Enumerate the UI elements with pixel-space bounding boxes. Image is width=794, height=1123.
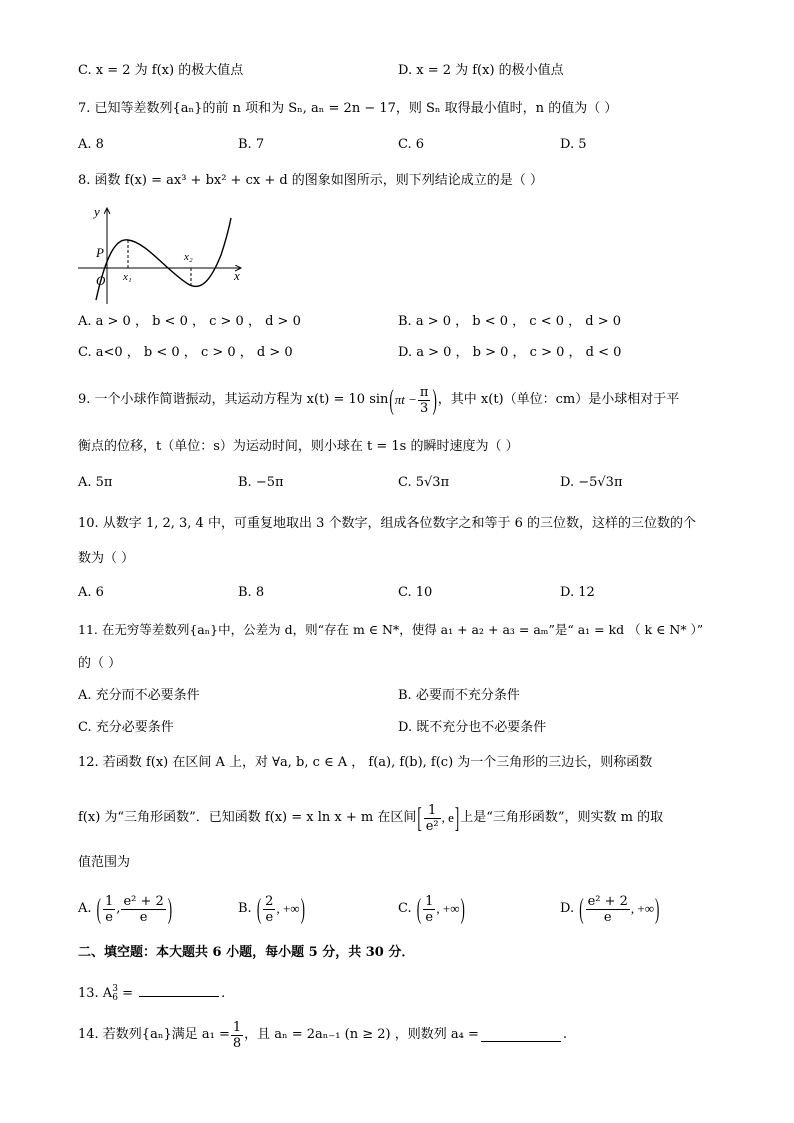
q13-post: = — [117, 986, 138, 1001]
q11-option-b: B. 必要而不充分条件 — [398, 688, 520, 703]
q8-option-b: B. a > 0 ， b < 0 ， c < 0 ， d > 0 — [398, 314, 621, 329]
q11-stem-line2: 的（ ） — [78, 656, 122, 671]
q12-bracket-left: [ — [417, 800, 422, 834]
q12-option-a: A. ( $\frac{1}{e}$ , $\frac{\text{e² + 2}}{e}$ ) — [78, 888, 173, 930]
q8-option-d: D. a > 0 ， b > 0 ， c > 0 ， d < 0 — [398, 345, 622, 360]
q12-a-frac1 — [103, 894, 115, 925]
q13-sup: 3 — [112, 983, 118, 994]
q12-b-label: B. — [238, 901, 252, 916]
x1-label: x₁ — [123, 271, 132, 283]
q9-paren-right: ) — [432, 382, 437, 416]
q12-c-num: 1 — [425, 893, 434, 909]
q9-paren-left: ( — [389, 382, 394, 416]
q10-option-b: B. 8 — [238, 585, 265, 600]
x-axis-label: x — [234, 268, 240, 283]
q8-cubic-graph — [76, 200, 256, 310]
q13-answer-blank[interactable] — [139, 984, 219, 997]
q9-arg-num: π — [419, 384, 429, 400]
q12-c-tail: , +∞ — [436, 901, 460, 916]
q9-option-a: A. 5π — [78, 475, 113, 490]
q12-b-frac — [263, 894, 275, 925]
q7-option-a: A. 8 — [78, 137, 104, 152]
q12-c-den: e — [425, 909, 434, 925]
x2-label: x₂ — [184, 251, 193, 263]
q12-bracket-right: ] — [454, 800, 460, 834]
q9-pre: 9. 一个小球作简谐振动，其运动方程为 x(t) = 10 sin — [78, 392, 389, 407]
q6-option-d: D. x = 2 为 f(x) 的极小值点 — [398, 63, 564, 78]
q12-d-num: e² + 2 — [587, 893, 628, 909]
q12-a-num2: e² + 2 — [123, 893, 164, 909]
q12-stem-line3: 值范围为 — [78, 855, 131, 870]
q13-sub: 6 — [112, 992, 118, 1003]
origin-label: O — [96, 273, 106, 288]
q12-line2-post: 上是“三角形函数”，则实数 m 的取 — [460, 810, 664, 825]
q9-arg-left: πt − — [394, 392, 417, 407]
q10-option-a: A. 6 — [78, 585, 104, 600]
q10-option-d: D. 12 — [560, 585, 595, 600]
q14-pre: 14. 若数列{aₙ}满足 a₁ = — [78, 1027, 230, 1042]
q12-c-frac — [423, 894, 435, 925]
q7-option-c: C. 6 — [398, 137, 425, 152]
q12-b-paren-left: ( — [256, 891, 262, 925]
q14-num: 1 — [232, 1019, 242, 1035]
q12-interval-den: e² — [425, 818, 439, 834]
q12-stem-line1: 12. 若函数 f(x) 在区间 A 上，对 ∀a, b, c ∈ A ， f(a), f(b), f(c) 为一个三角形的三边长，则称函数 — [78, 755, 653, 770]
cubic-curve — [96, 218, 231, 300]
q12-interval-fraction — [424, 803, 441, 834]
q9-arg-fraction — [418, 385, 431, 416]
y-axis-label: y — [94, 204, 100, 219]
q12-a-den2: e — [139, 909, 148, 925]
q12-b-num: 2 — [265, 893, 274, 909]
q9-stem-line1 — [78, 380, 679, 420]
q7-stem: 7. 已知等差数列{aₙ}的前 n 项和为 Sₙ, aₙ = 2n − 17，则 Sₙ 取得最小值时，n 的值为（ ） — [78, 101, 618, 116]
q7-option-b: B. 7 — [238, 137, 265, 152]
q14-answer-blank[interactable] — [481, 1029, 561, 1042]
q13-pre: 13. A — [78, 986, 113, 1001]
q10-option-c: C. 10 — [398, 585, 433, 600]
q12-b-tail: , +∞ — [276, 901, 300, 916]
q14-stem — [78, 1016, 567, 1054]
q12-d-tail: , +∞ — [630, 901, 655, 916]
q12-option-c — [398, 888, 466, 930]
q12-stem-line2 — [78, 798, 663, 838]
q8-option-a: A. a > 0 ， b < 0 ， c > 0 ， d > 0 — [78, 314, 301, 329]
q12-a-paren-left: ( — [96, 891, 102, 925]
q12-d-den: e — [603, 909, 612, 925]
q12-c-paren-left: ( — [416, 891, 422, 925]
section-2-heading: 二、填空题：本大题共 6 小题，每小题 5 分，共 30 分． — [78, 945, 415, 960]
q9-stem-line2: 衡点的位移，t（单位：s）为运动时间，则小球在 t = 1s 的瞬时速度为（ ） — [78, 439, 519, 454]
q11-option-c: C. 充分必要条件 — [78, 720, 174, 735]
q10-stem-line2: 数为（ ） — [78, 551, 135, 566]
q9-option-b: B. −5π — [238, 475, 284, 490]
q13-stem — [78, 984, 225, 1003]
q6-option-c: C. x = 2 为 f(x) 的极大值点 — [78, 63, 244, 78]
q9-post: ，其中 x(t)（单位：cm）是小球相对于平 — [437, 392, 680, 407]
q12-b-paren-right: ) — [300, 891, 305, 925]
q9-arg-den: 3 — [420, 400, 429, 416]
q13-end: . — [221, 986, 226, 1001]
q11-option-d: D. 既不充分也不必要条件 — [398, 720, 547, 735]
q12-a-den1: e — [105, 909, 113, 925]
q12-d-label: D. — [560, 901, 575, 916]
q12-interval-right: , e — [441, 810, 454, 825]
q14-mid: ，且 aₙ = 2aₙ₋₁ (n ≥ 2) ，则数列 a₄ = — [244, 1027, 479, 1042]
q12-d-frac — [586, 894, 630, 925]
q12-option-b — [238, 888, 306, 930]
q12-c-paren-right: ) — [460, 891, 465, 925]
q8-option-c: C. a<0 ， b < 0 ， c > 0 ， d > 0 — [78, 345, 293, 360]
q12-b-den: e — [265, 909, 274, 925]
q9-option-c: C. 5√3π — [398, 475, 450, 490]
q12-a-frac2 — [121, 894, 165, 925]
q14-end: . — [562, 1027, 567, 1042]
q12-interval-num: 1 — [424, 803, 441, 819]
q12-d-paren-right: ) — [655, 891, 660, 925]
q14-fraction — [231, 1020, 243, 1051]
q11-option-a: A. 充分而不必要条件 — [78, 688, 200, 703]
q11-stem-line1: 11. 在无穷等差数列{aₙ}中，公差为 d，则“存在 m ∈ N*，使得 a₁ + a₂ + a₃ = aₘ”是“ a₁ = kd （ k ∈ N* ）” — [78, 622, 704, 637]
q14-den: 8 — [232, 1035, 242, 1051]
q12-line2-pre: f(x) 为“三角形函数”．已知函数 f(x) = x ln x + m 在区间 — [78, 810, 417, 825]
q7-option-d: D. 5 — [560, 137, 587, 152]
q12-a-label: A. — [78, 901, 92, 916]
q12-c-label: C. — [398, 901, 412, 916]
q10-stem-line1: 10. 从数字 1, 2, 3, 4 中，可重复地取出 3 个数字，组成各位数字之和等于 6 的三位数，这样的三位数的个 — [78, 516, 697, 531]
q12-a-num1: 1 — [105, 893, 114, 909]
point-p-label: P — [96, 245, 104, 260]
q8-stem: 8. 函数 f(x) = ax³ + bx² + cx + d 的图象如图所示，则下列结论成立的是（ ） — [78, 173, 543, 188]
q12-d-paren-left: ( — [579, 891, 584, 925]
q12-option-d — [560, 888, 660, 930]
q9-option-d: D. −5√3π — [560, 475, 623, 490]
q12-a-paren-right: ) — [167, 891, 173, 925]
